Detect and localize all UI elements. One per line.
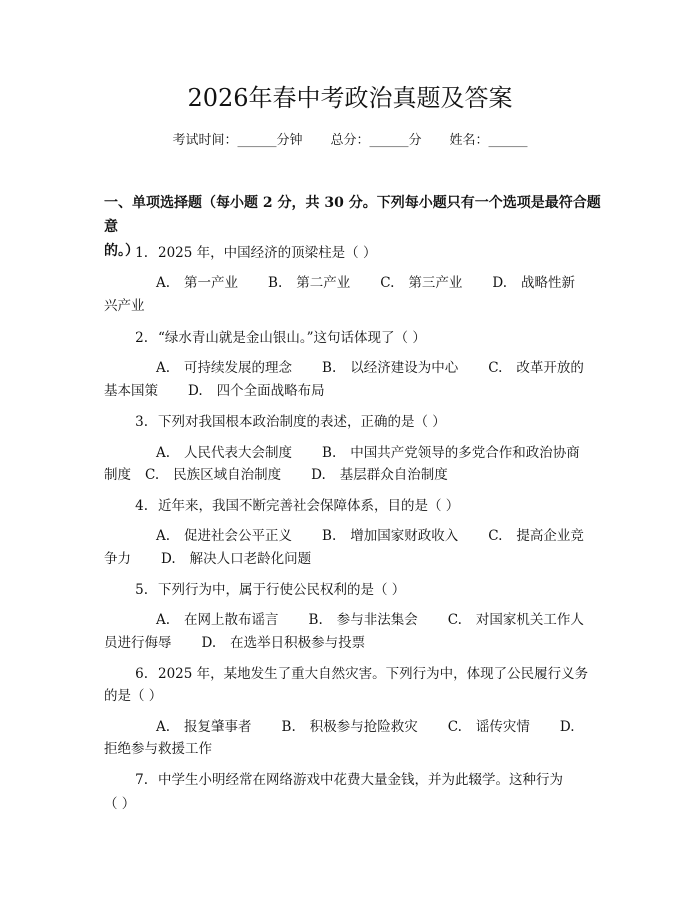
option-text: 四个全面战略布局 — [216, 383, 325, 399]
option-letter: A. — [156, 445, 171, 461]
option-text: 以经济建设为中心 — [350, 360, 459, 376]
question-5-options-cont — [104, 631, 604, 655]
question-2-options-cont — [104, 379, 604, 403]
question-7-stem — [104, 768, 604, 792]
option-text: 中国共产党领导的多党合作和政治协商 — [350, 445, 580, 461]
option-text: 员进行侮辱 — [104, 635, 172, 651]
question-text: 2025 年，中国经济的顶梁柱是（ ） — [158, 245, 377, 261]
question-4-stem — [104, 494, 604, 518]
option-text: 制度 — [104, 467, 131, 483]
option-letter: A. — [156, 528, 171, 544]
option-text: 改革开放的 — [516, 360, 584, 376]
option-letter: C. — [488, 528, 503, 544]
question-text: 中学生小明经常在网络游戏中花费大量金钱，并为此辍学。这种行为 — [158, 772, 563, 788]
option-text: 民族区域自治制度 — [173, 467, 282, 483]
question-6-stem — [104, 662, 604, 686]
question-1-stem — [104, 241, 604, 265]
option-text: 基本国策 — [104, 383, 158, 399]
option-letter: B. — [322, 360, 337, 376]
question-1-options-cont: 兴产业 — [104, 298, 145, 314]
question-number: 7. — [135, 772, 148, 788]
option-letter: A. — [156, 612, 171, 628]
question-6-options — [104, 715, 604, 739]
option-letter: A. — [156, 719, 171, 735]
option-letter: D. — [492, 275, 508, 291]
exam-meta — [0, 131, 700, 151]
question-7-stem-cont: （ ） — [104, 796, 136, 812]
option-text: 战略性新 — [521, 275, 576, 291]
option-text: 报复肇事者 — [184, 719, 252, 735]
option-text: 提高企业竞 — [516, 528, 584, 544]
option-text: 第一产业 — [184, 275, 239, 291]
option-text: 在网上散布谣言 — [184, 612, 279, 628]
option-text: 增加国家财政收入 — [350, 528, 459, 544]
question-number: 1. — [135, 245, 148, 261]
option-text: 谣传灾情 — [475, 719, 530, 735]
score-label: 总分： — [330, 133, 370, 148]
option-text: 第三产业 — [408, 275, 463, 291]
option-text: 争力 — [104, 551, 131, 567]
question-3-options-cont — [104, 463, 604, 487]
option-text: 在选举日积极参与投票 — [230, 635, 366, 651]
name-blank: ______ — [488, 133, 528, 148]
option-letter: A. — [156, 275, 171, 291]
option-text: 第二产业 — [296, 275, 351, 291]
option-letter: A. — [156, 360, 171, 376]
question-6-stem-cont: 的是（ ） — [104, 688, 163, 704]
option-text: 可持续发展的理念 — [184, 360, 293, 376]
option-letter: B. — [322, 445, 337, 461]
option-letter: B. — [322, 528, 337, 544]
question-5-stem — [104, 578, 604, 602]
time-blank: ______分钟 — [237, 133, 303, 148]
time-label: 考试时间： — [172, 133, 238, 148]
question-number: 2. — [135, 330, 148, 346]
option-text: 参与非法集会 — [336, 612, 418, 628]
question-text: 2025 年，某地发生了重大自然灾害。下列行为中，体现了公民履行义务 — [158, 666, 589, 682]
section-heading-line1: 一、单项选择题（每小题 2 分，共 30 分。下列每小题只有一个选项是最符合题意 — [104, 195, 601, 235]
option-text: 对国家机关工作人 — [475, 612, 584, 628]
question-number: 5. — [135, 582, 148, 598]
question-number: 4. — [135, 498, 148, 514]
question-3-stem — [104, 410, 604, 434]
option-text: 积极参与抢险救灾 — [309, 719, 418, 735]
question-text: 近年来，我国不断完善社会保障体系，目的是（ ） — [158, 498, 460, 514]
option-letter: C. — [447, 612, 462, 628]
question-5-options — [104, 608, 604, 632]
question-text: 下列行为中，属于行使公民权利的是（ ） — [158, 582, 406, 598]
option-letter: B. — [268, 275, 283, 291]
option-letter: C. — [447, 719, 462, 735]
name-label: 姓名： — [449, 133, 489, 148]
option-text: 人民代表大会制度 — [184, 445, 293, 461]
option-text: 解决人口老龄化问题 — [189, 551, 312, 567]
option-letter: B. — [308, 612, 323, 628]
question-4-options-cont — [104, 547, 604, 571]
option-letter: D. — [188, 383, 203, 399]
section-heading-line2: 的。） — [104, 243, 139, 259]
question-6-options-cont: 拒绝参与救援工作 — [104, 741, 212, 757]
option-letter: C. — [380, 275, 395, 291]
option-letter: D. — [559, 719, 575, 735]
question-2-options — [104, 356, 604, 380]
question-number: 3. — [135, 414, 148, 430]
option-letter: D. — [201, 635, 217, 651]
question-text: “绿水青山就是金山银山。”这句话体现了（ ） — [158, 330, 426, 346]
option-letter: C. — [145, 467, 160, 483]
option-letter: B. — [281, 719, 296, 735]
question-number: 6. — [135, 666, 148, 682]
option-text: 基层群众自治制度 — [339, 467, 448, 483]
question-text: 下列对我国根本政治制度的表述，正确的是（ ） — [158, 414, 446, 430]
question-4-options — [104, 524, 604, 548]
option-text: 促进社会公平正义 — [184, 528, 293, 544]
option-letter: C. — [488, 360, 503, 376]
question-3-options — [104, 441, 604, 465]
option-letter: D. — [311, 467, 326, 483]
exam-title: 2026年春中考政治真题及答案 — [187, 84, 513, 112]
score-blank: ______分 — [369, 133, 422, 148]
option-letter: D. — [161, 551, 176, 567]
question-1-options — [104, 271, 604, 295]
question-2-stem — [104, 326, 604, 350]
